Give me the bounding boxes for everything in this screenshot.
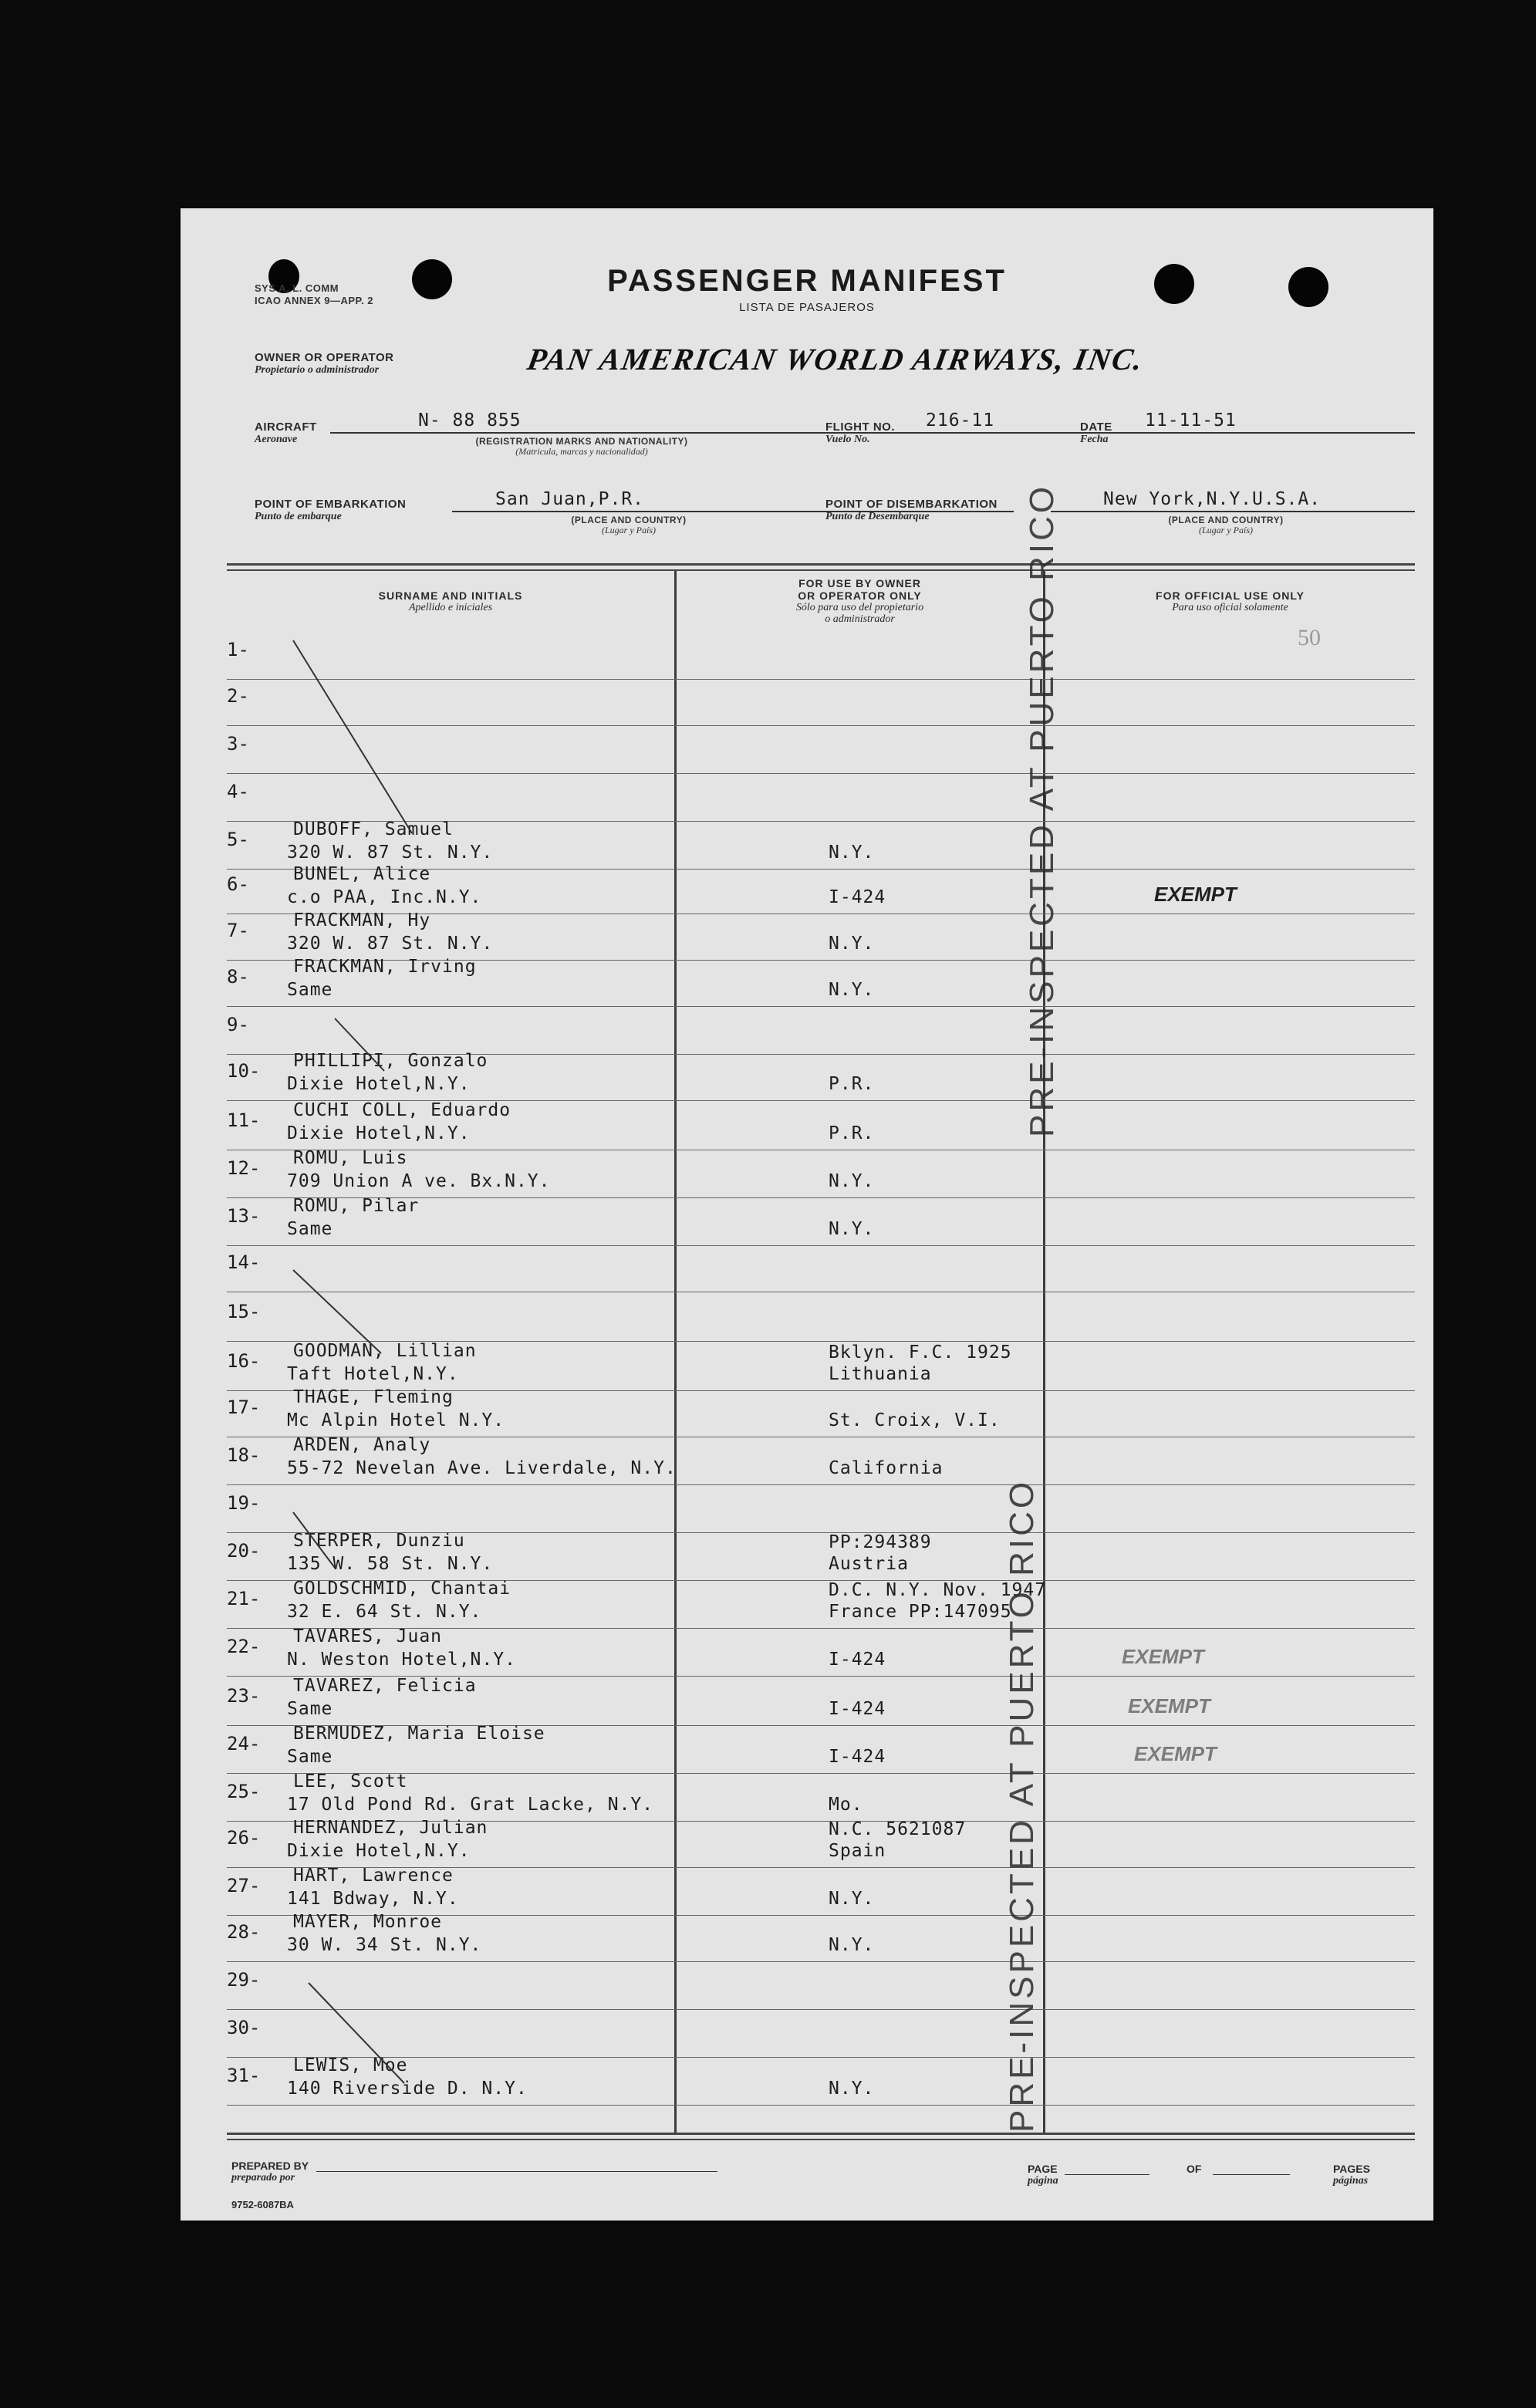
column-header-owner-line2: OR OPERATOR ONLY <box>798 589 922 602</box>
of-underline <box>1213 2174 1290 2175</box>
passenger-address: Dixie Hotel,N.Y. <box>287 1074 471 1094</box>
passenger-address: N. Weston Hotel,N.Y. <box>287 1650 516 1670</box>
aircraft-label: AIRCRAFT <box>255 420 317 434</box>
row-number: 18- <box>227 1444 261 1466</box>
airline-name: PAN AMERICAN WORLD AIRWAYS, INC. <box>525 342 1147 377</box>
aircraft-value: N- 88 855 <box>418 410 522 431</box>
strike-line-rows-14-15 <box>293 1270 381 1353</box>
operator-note-line2: I-424 <box>829 1699 886 1719</box>
row-number: 8- <box>227 966 249 988</box>
passenger-name: LEE, Scott <box>293 1771 408 1792</box>
passenger-address: Taft Hotel,N.Y. <box>287 1364 459 1384</box>
official-exempt-mark: EXEMPT <box>1134 1742 1217 1765</box>
of-label: OF <box>1187 2163 1202 2175</box>
row-number: 4- <box>227 781 249 802</box>
pages-label-es: páginas <box>1333 2175 1369 2187</box>
passenger-address: 141 Bdway, N.Y. <box>287 1889 459 1909</box>
passenger-address: Mc Alpin Hotel N.Y. <box>287 1410 505 1430</box>
disembark-label: POINT OF DISEMBARKATION <box>825 498 998 511</box>
prepared-by-label-es: preparado por <box>231 2172 295 2183</box>
row-number: 17- <box>227 1397 261 1418</box>
operator-note-line2: Spain <box>829 1841 886 1861</box>
passenger-name: PHILLIPI, Gonzalo <box>293 1051 488 1071</box>
embark-label: POINT OF EMBARKATION <box>255 498 407 511</box>
operator-note-line2: I-424 <box>829 1650 886 1670</box>
column-header-surname-en: SURNAME AND INITIALS <box>378 589 523 602</box>
embark-place-note-es: (Lugar y País) <box>602 525 656 535</box>
row-number: 19- <box>227 1492 261 1514</box>
operator-note-line2: I-424 <box>829 887 886 907</box>
strike-line-row-19 <box>293 1512 335 1568</box>
passenger-name: STERPER, Dunziu <box>293 1531 465 1551</box>
page-block <box>1028 2163 1058 2187</box>
column-header-official-es: Para uso oficial solamente <box>1172 602 1288 613</box>
row-number: 14- <box>227 1251 261 1273</box>
strike-line-row-9 <box>335 1018 384 1071</box>
passenger-address: Dixie Hotel,N.Y. <box>287 1841 471 1861</box>
passenger-address: Dixie Hotel,N.Y. <box>287 1123 471 1143</box>
disembark-label-es: Punto de Desembarque <box>825 511 930 522</box>
column-header-owner-line1: FOR USE BY OWNER <box>798 577 921 589</box>
row-number: 21- <box>227 1588 261 1609</box>
row-number: 2- <box>227 685 249 707</box>
column-header-official-en: FOR OFFICIAL USE ONLY <box>1156 589 1305 602</box>
passenger-address: Same <box>287 1699 333 1719</box>
operator-note-line2: N.Y. <box>829 934 875 954</box>
row-number: 15- <box>227 1301 261 1322</box>
form-reference-line1: SYS A. L. COMM <box>255 282 339 294</box>
row-number: 3- <box>227 733 249 755</box>
row-number: 31- <box>227 2065 261 2086</box>
row-number: 10- <box>227 1060 261 1082</box>
passenger-address: 55-72 Nevelan Ave. Liverdale, N.Y. <box>287 1458 677 1478</box>
passenger-name: HART, Lawrence <box>293 1866 454 1886</box>
operator-note-line2: N.Y. <box>829 1171 875 1191</box>
flight-label-es: Vuelo No. <box>825 434 870 445</box>
passenger-name: BERMUDEZ, Maria Eloise <box>293 1724 545 1744</box>
column-header-surname-es: Apellido e iniciales <box>408 602 493 613</box>
operator-note-line2: Lithuania <box>829 1364 932 1384</box>
passenger-name: TAVAREZ, Felicia <box>293 1676 477 1696</box>
page-underline <box>1065 2174 1149 2175</box>
embark-value: San Juan,P.R. <box>495 489 645 509</box>
passenger-address: 709 Union A ve. Bx.N.Y. <box>287 1171 551 1191</box>
operator-note-line2: P.R. <box>829 1074 875 1094</box>
form-subtitle: LISTA DE PASAJEROS <box>739 301 875 314</box>
date-label: DATE <box>1080 420 1112 434</box>
passenger-name: BUNEL, Alice <box>293 864 431 884</box>
form-code: 9752-6087BA <box>231 2199 294 2210</box>
operator-note-line2: N.Y. <box>829 980 875 1000</box>
passenger-name: HERNANDEZ, Julian <box>293 1818 488 1838</box>
passenger-name: FRACKMAN, Irving <box>293 957 477 977</box>
passenger-name: ROMU, Pilar <box>293 1196 420 1216</box>
operator-note-line2: Mo. <box>829 1795 863 1815</box>
flight-label: FLIGHT NO. <box>825 420 895 434</box>
pages-label: PAGES <box>1333 2163 1370 2175</box>
strike-line-rows-29-30 <box>309 1983 404 2083</box>
passenger-name: GOLDSCHMID, Chantai <box>293 1579 511 1599</box>
operator-note-line1: D.C. N.Y. Nov. 1947 <box>829 1580 1047 1600</box>
operator-note-line2: N.Y. <box>829 1935 875 1955</box>
passenger-name: DUBOFF, Samuel <box>293 819 454 839</box>
row-number: 30- <box>227 2017 261 2038</box>
row-number: 5- <box>227 829 249 850</box>
official-exempt-mark: EXEMPT <box>1154 883 1237 906</box>
operator-note-line2: Austria <box>829 1554 909 1574</box>
page-label: PAGE <box>1028 2163 1058 2175</box>
operator-note-line2: P.R. <box>829 1123 875 1143</box>
disembark-value: New York,N.Y.U.S.A. <box>1103 489 1322 509</box>
row-number: 29- <box>227 1969 261 1991</box>
passenger-address: 32 E. 64 St. N.Y. <box>287 1602 482 1622</box>
passenger-address: 140 Riverside D. N.Y. <box>287 2079 528 2099</box>
operator-note-line2: N.Y. <box>829 2079 875 2099</box>
date-value: 11-11-51 <box>1145 410 1237 431</box>
passenger-name: CUCHI COLL, Eduardo <box>293 1100 511 1120</box>
owner-label: OWNER OR OPERATOR <box>255 351 394 364</box>
operator-note-line2: N.Y. <box>829 1219 875 1239</box>
manifest-sheet <box>181 208 1433 2221</box>
form-title: PASSENGER MANIFEST <box>607 264 1007 298</box>
official-exempt-mark: EXEMPT <box>1122 1645 1204 1668</box>
embark-label-es: Punto de embarque <box>255 511 342 522</box>
row-number: 27- <box>227 1875 261 1896</box>
passenger-address: c.o PAA, Inc.N.Y. <box>287 887 482 907</box>
operator-note-line2: N.Y. <box>829 1889 875 1909</box>
disembark-place-note-en: (PLACE AND COUNTRY) <box>1168 515 1284 525</box>
row-number: 28- <box>227 1921 261 1943</box>
row-number: 23- <box>227 1685 261 1707</box>
pages-block <box>1333 2163 1370 2187</box>
column-header-owner-es2: o administrador <box>825 613 895 625</box>
passenger-name: ARDEN, Analy <box>293 1435 431 1455</box>
operator-note-line1: N.C. 5621087 <box>829 1819 967 1839</box>
prepared-by-label: PREPARED BY <box>231 2160 309 2172</box>
passenger-name: FRACKMAN, Hy <box>293 910 431 930</box>
passenger-name: ROMU, Luis <box>293 1148 408 1168</box>
passenger-name: TAVARES, Juan <box>293 1626 443 1646</box>
row-number: 26- <box>227 1827 261 1849</box>
strike-lines <box>181 208 1433 2221</box>
operator-note-line2: N.Y. <box>829 843 875 863</box>
passenger-name: THAGE, Fleming <box>293 1387 454 1407</box>
operator-note-line2: St. Croix, V.I. <box>829 1410 1001 1430</box>
row-number: 7- <box>227 920 249 941</box>
official-mark: 50 <box>1298 625 1321 650</box>
operator-note-line2: I-424 <box>829 1747 886 1767</box>
official-exempt-mark: EXEMPT <box>1128 1694 1210 1717</box>
row-number: 16- <box>227 1350 261 1372</box>
operator-note-line1: Bklyn. F.C. 1925 <box>829 1342 1012 1363</box>
row-number: 12- <box>227 1157 261 1179</box>
row-number: 1- <box>227 639 249 660</box>
row-number: 25- <box>227 1781 261 1802</box>
preinspected-stamp-1: PRE-INSPECTED AT PUERTO RICO <box>1023 483 1061 1137</box>
column-header-owner-es1: Sólo para uso del propietario <box>795 602 924 613</box>
row-number: 22- <box>227 1636 261 1657</box>
operator-note-line2: California <box>829 1458 944 1478</box>
aircraft-label-es: Aeronave <box>255 434 298 445</box>
form-reference-line2: ICAO ANNEX 9—APP. 2 <box>255 295 373 306</box>
disembark-place-note-es: (Lugar y País) <box>1199 525 1253 535</box>
embark-place-note-en: (PLACE AND COUNTRY) <box>571 515 687 525</box>
passenger-address: Same <box>287 1219 333 1239</box>
row-number: 11- <box>227 1109 261 1131</box>
operator-note-line2: France PP:147095 <box>829 1602 1012 1622</box>
passenger-name: GOODMAN, Lillian <box>293 1341 477 1361</box>
passenger-name: LEWIS, Moe <box>293 2055 408 2075</box>
page-label-es: página <box>1028 2175 1058 2187</box>
date-label-es: Fecha <box>1080 434 1109 445</box>
row-number: 20- <box>227 1540 261 1562</box>
registration-note-en: (REGISTRATION MARKS AND NATIONALITY) <box>475 436 688 447</box>
prepared-by-underline <box>316 2171 717 2172</box>
passenger-address: 17 Old Pond Rd. Grat Lacke, N.Y. <box>287 1795 654 1815</box>
passenger-name: MAYER, Monroe <box>293 1912 443 1932</box>
registration-note-es: (Matricula, marcas y nacionalidad) <box>515 446 648 457</box>
flight-value: 216-11 <box>926 410 995 431</box>
row-number: 24- <box>227 1733 261 1754</box>
passenger-address: 135 W. 58 St. N.Y. <box>287 1554 494 1574</box>
row-number: 9- <box>227 1014 249 1035</box>
passenger-address: Same <box>287 1747 333 1767</box>
prepared-by-block <box>231 2160 309 2183</box>
owner-label-es: Propietario o administrador <box>255 364 380 376</box>
passenger-address: 320 W. 87 St. N.Y. <box>287 934 494 954</box>
passenger-address: 320 W. 87 St. N.Y. <box>287 843 494 863</box>
preinspected-stamp-2: PRE-INSPECTED AT PUERTO RICO <box>1003 1478 1041 2133</box>
passenger-address: 30 W. 34 St. N.Y. <box>287 1935 482 1955</box>
row-number: 13- <box>227 1205 261 1227</box>
passenger-address: Same <box>287 980 333 1000</box>
row-number: 6- <box>227 873 249 895</box>
strike-line-rows-1-4 <box>293 640 412 833</box>
operator-note-line1: PP:294389 <box>829 1532 932 1552</box>
